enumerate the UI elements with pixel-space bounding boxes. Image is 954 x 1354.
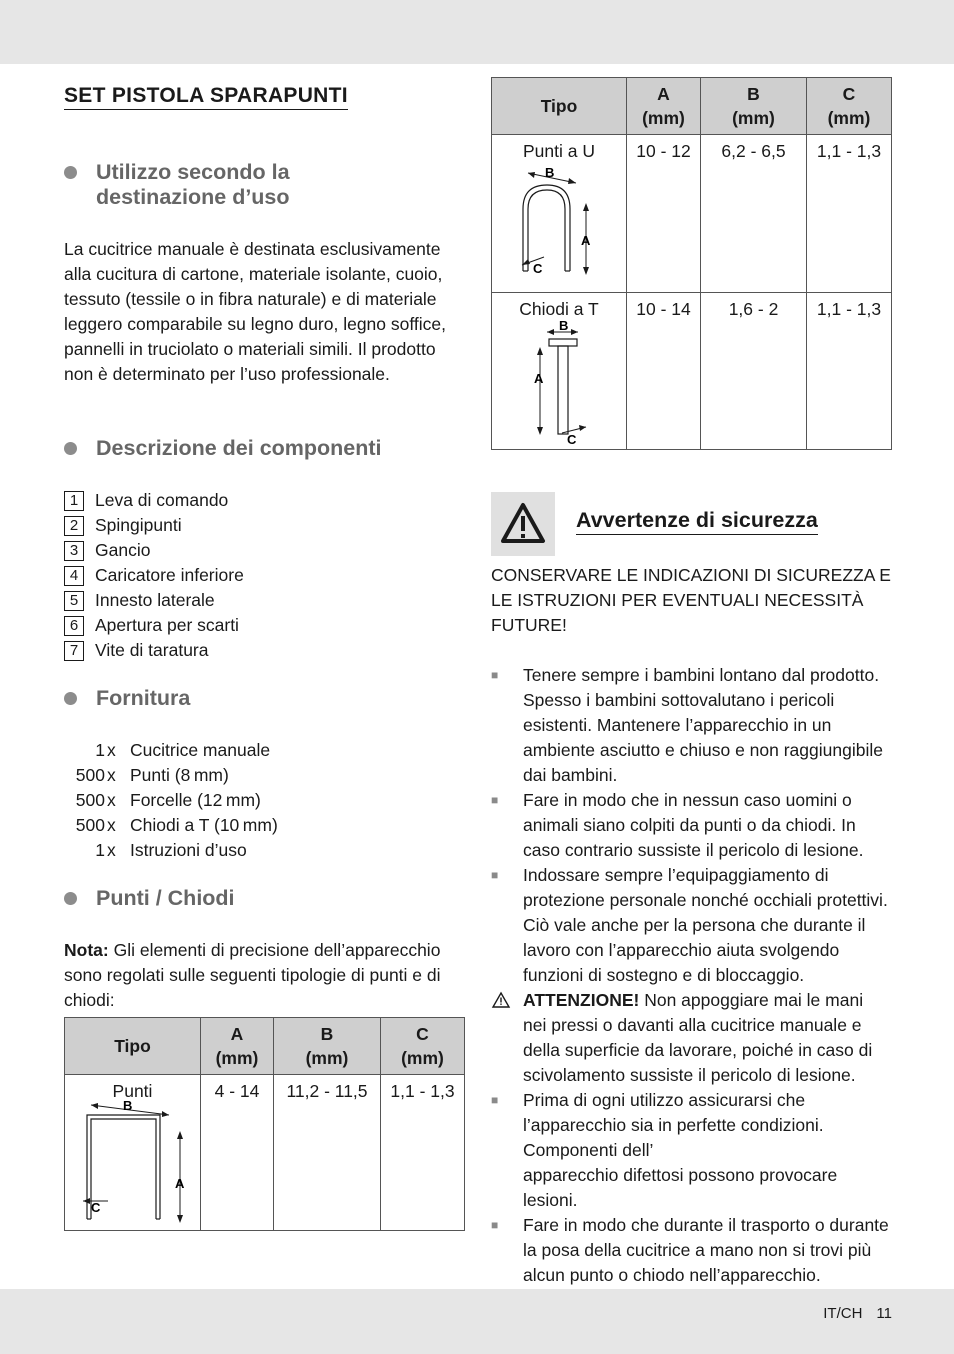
component-label: Vite di taratura	[95, 640, 209, 660]
staples-table-right	[491, 77, 892, 450]
square-bullet-icon	[491, 1088, 523, 1213]
safety-bullet-item	[491, 1088, 891, 1213]
diagram-label-a: A	[175, 1176, 185, 1191]
safety-list	[491, 663, 891, 1288]
page-title: SET PISTOLA SPARAPUNTI	[64, 84, 348, 110]
bottom-bar	[0, 1289, 954, 1354]
component-number: 6	[64, 616, 84, 636]
intended-use-text: La cucitrice manuale è destinata esclusivamente alla cucitura di cartone, materiale isolante, cuoio, tessuto (tessile o in fibra naturale) e di materiale leggero comparabile su legno duro, legno soffice, pannelli in truciolato o materiali simili. Il prodotto non è determinato per l’uso professionale.	[64, 239, 447, 384]
component-item	[64, 588, 464, 613]
supply-item	[64, 738, 464, 763]
page-footer	[823, 1305, 892, 1322]
component-label: Innesto laterale	[95, 590, 215, 610]
supply-times: x	[107, 815, 116, 835]
component-label: Apertura per scarti	[95, 615, 239, 635]
a-cell: 10 - 14	[627, 293, 701, 450]
component-label: Caricatore inferiore	[95, 565, 244, 585]
supply-label: Cucitrice manuale	[130, 740, 271, 760]
section-components	[64, 436, 464, 663]
warning-label: ATTENZIONE!	[523, 990, 640, 1010]
locale-label: IT/CH	[823, 1305, 863, 1322]
component-number: 1	[64, 491, 84, 511]
supply-list	[64, 738, 464, 863]
safety-text: Indossare sempre l’equipaggiamento di protezione personale nonché occhiali protettivi. Ciò vale anche per la persona che durante il lavoro con l’apparecchio aiuta svolgendo funzioni di sostegno e di bloccaggio.	[523, 865, 888, 985]
component-item	[64, 613, 464, 638]
supply-item	[64, 813, 464, 838]
component-item	[64, 513, 464, 538]
warning-text: Non appoggiare mai le mani nei pressi o davanti alla cucitrice manuale e della superficie da lavorare, poiché in caso di scivolamento sussiste il pericolo di lesione.	[523, 990, 873, 1085]
component-number: 7	[64, 641, 84, 661]
tipo-cell: Chiodi a T	[519, 299, 599, 319]
section-heading: Punti / Chiodi	[96, 886, 235, 910]
supply-label: Forcelle (12 mm)	[130, 790, 261, 810]
diagram-label-c: C	[567, 432, 577, 447]
note-paragraph	[64, 938, 464, 1013]
tipo-cell: Punti	[112, 1081, 153, 1101]
component-number: 3	[64, 541, 84, 561]
supply-times: x	[107, 765, 116, 785]
component-number: 2	[64, 516, 84, 536]
flat-staple-diagram	[65, 1101, 199, 1231]
diagram-label-b: B	[559, 321, 569, 333]
table-row	[492, 135, 892, 293]
safety-bullet-item	[491, 788, 891, 863]
bullet-dot-icon	[64, 892, 77, 905]
table-row	[65, 1075, 465, 1231]
bullet-dot-icon	[64, 692, 77, 705]
component-number: 4	[64, 566, 84, 586]
note-label: Nota:	[64, 940, 109, 960]
supply-item	[64, 838, 464, 863]
warning-item	[491, 988, 891, 1088]
table-row	[492, 293, 892, 450]
col-header-b: B (mm)	[274, 1018, 381, 1075]
bullet-dot-icon	[64, 166, 77, 179]
component-item	[64, 538, 464, 563]
small-warning-triangle-icon	[491, 988, 523, 1088]
diagram-label-c: C	[533, 261, 543, 276]
square-bullet-icon	[491, 863, 523, 988]
supply-qty: 1	[95, 840, 105, 860]
col-header-a: A (mm)	[201, 1018, 274, 1075]
component-label: Gancio	[95, 540, 151, 560]
square-bullet-icon	[491, 788, 523, 863]
safety-caps-notice: CONSERVARE LE INDICAZIONI DI SICUREZZA E LE ISTRUZIONI PER EVENTUALI NECESSITÀ FUTURE!	[491, 565, 891, 635]
a-cell: 4 - 14	[201, 1075, 274, 1231]
diagram-label-c: C	[91, 1200, 101, 1215]
diagram-label-a: A	[534, 371, 544, 386]
safety-text: Tenere sempre i bambini lontano dal prodotto. Spesso i bambini sottovalutano i pericoli esistenti. Mantenere l’apparecchio in un ambiente asciutto e chiuso e non raggiungibile dai bambini.	[523, 665, 883, 785]
component-item	[64, 488, 464, 513]
note-text: Gli elementi di precisione dell’apparecchio sono regolati sulle seguenti tipologie di punti e di chiodi:	[64, 940, 441, 1010]
col-header-tipo: Tipo	[492, 78, 627, 135]
bullet-dot-icon	[64, 442, 77, 455]
col-header-b: B (mm)	[701, 78, 807, 135]
section-heading: Utilizzo secondo la destinazione d’uso	[96, 160, 290, 209]
safety-bullet-item	[491, 863, 891, 988]
col-header-a: A (mm)	[627, 78, 701, 135]
c-cell: 1,1 - 1,3	[381, 1075, 465, 1231]
supply-qty: 1	[95, 740, 105, 760]
section-intended-use	[64, 160, 464, 387]
safety-bullet-item	[491, 1213, 891, 1288]
page-number: 11	[876, 1305, 892, 1322]
supply-times: x	[107, 740, 116, 760]
c-cell: 1,1 - 1,3	[807, 293, 892, 450]
tipo-cell: Punti a U	[523, 141, 595, 161]
u-staple-diagram	[492, 163, 625, 293]
supply-times: x	[107, 840, 116, 860]
safety-bullet-item	[491, 663, 891, 788]
diagram-label-a: A	[581, 233, 591, 248]
square-bullet-icon	[491, 663, 523, 788]
col-header-c: C (mm)	[381, 1018, 465, 1075]
component-number: 5	[64, 591, 84, 611]
col-header-tipo: Tipo	[65, 1018, 201, 1075]
component-item	[64, 638, 464, 663]
supply-label: Chiodi a T (10 mm)	[130, 815, 278, 835]
component-label: Spingipunti	[95, 515, 182, 535]
safety-heading: Avvertenze di sicurezza	[576, 508, 818, 535]
b-cell: 11,2 - 11,5	[274, 1075, 381, 1231]
section-heading: Fornitura	[96, 686, 191, 710]
diagram-label-b: B	[123, 1101, 133, 1113]
top-bar	[0, 0, 954, 64]
square-bullet-icon	[491, 1213, 523, 1288]
components-list	[64, 488, 464, 663]
component-label: Leva di comando	[95, 490, 229, 510]
section-heading: Descrizione dei componenti	[96, 436, 382, 460]
supply-item	[64, 763, 464, 788]
b-cell: 6,2 - 6,5	[701, 135, 807, 293]
col-header-c: C (mm)	[807, 78, 892, 135]
section-supply	[64, 686, 464, 863]
supply-qty: 500	[75, 790, 105, 810]
warning-triangle-icon	[491, 492, 555, 556]
safety-text: Fare in modo che in nessun caso uomini o animali siano colpiti da punti o da chiodi. In caso contrario sussiste il pericolo di lesione.	[523, 790, 864, 860]
staples-table-left	[64, 1017, 465, 1231]
safety-text: Fare in modo che durante il trasporto o durante la posa della cucitrice a mano non si trovi più alcun punto o chiodo nell’apparecchio.	[523, 1215, 889, 1285]
section-staples	[64, 886, 464, 1013]
supply-qty: 500	[75, 815, 105, 835]
safety-text: Prima di ogni utilizzo assicurarsi che l’apparecchio sia in perfette condizioni. Componenti dell’ apparecchio difettosi possono provocare lesioni.	[523, 1090, 838, 1210]
supply-times: x	[107, 790, 116, 810]
a-cell: 10 - 12	[627, 135, 701, 293]
supply-label: Istruzioni d’uso	[130, 840, 247, 860]
supply-item	[64, 788, 464, 813]
supply-label: Punti (8 mm)	[130, 765, 229, 785]
supply-qty: 500	[75, 765, 105, 785]
t-nail-diagram	[492, 321, 625, 447]
component-item	[64, 563, 464, 588]
c-cell: 1,1 - 1,3	[807, 135, 892, 293]
b-cell: 1,6 - 2	[701, 293, 807, 450]
diagram-label-b: B	[545, 165, 555, 180]
